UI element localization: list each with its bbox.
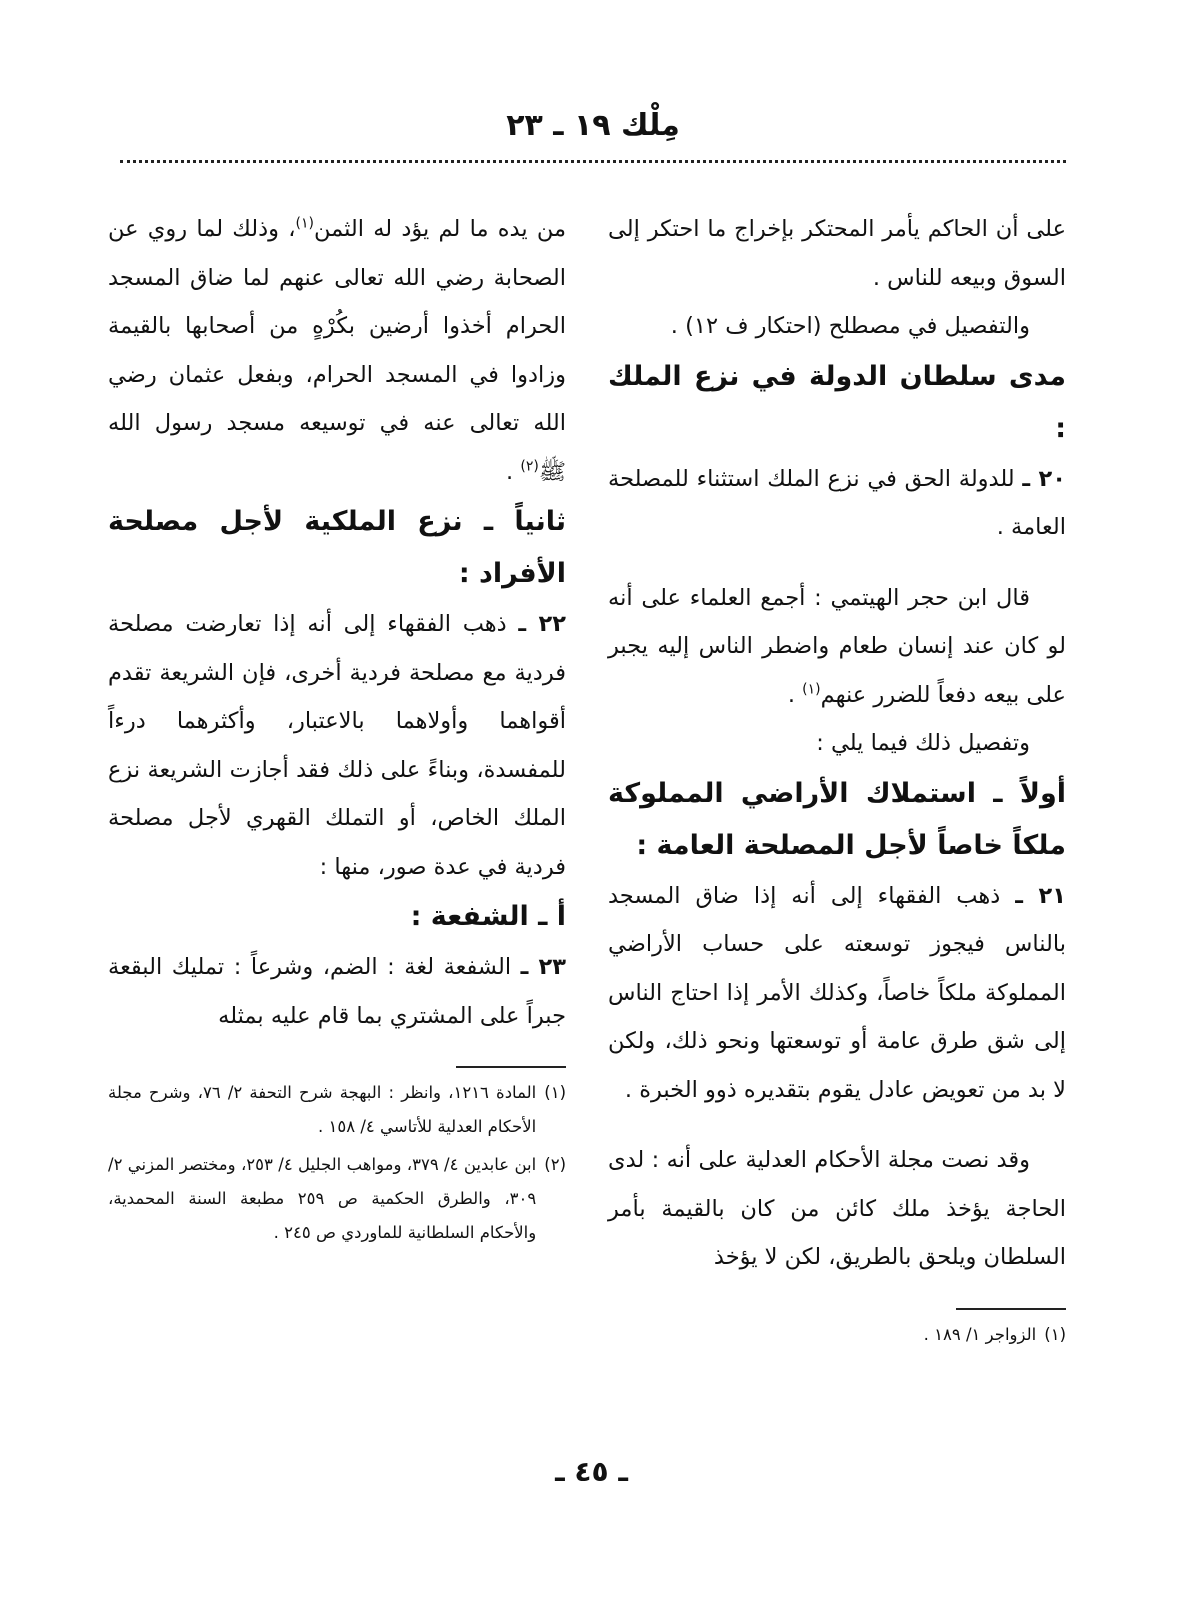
footnote (108, 1076, 566, 1144)
footnote-text: الزواجر ١/ ١٨٩ . (923, 1324, 1037, 1344)
paragraph: وتفصيل ذلك فيما يلي : (816, 730, 1030, 756)
footnote-text: ابن عابدين ٤/ ٣٧٩، ومواهب الجليل ٤/ ٢٥٣، ومختصر المزني ٢/ ٣٠٩، والطرق الحكمية ص ٢٥٩ مطبعة السنة المحمدية، والأحكام السلطانية للماوردي ص ٢٤٥ . (108, 1155, 537, 1242)
numbered-paragraph (108, 600, 566, 891)
section-heading: أولاً ـ استملاك الأراضي المملوكة ملكاً خاصاً لأجل المصلحة العامة : (608, 777, 1066, 861)
footnotes (108, 1076, 566, 1250)
paragraph-number: ٢١ ـ (1015, 882, 1066, 909)
paragraph-end: . (787, 681, 803, 708)
paragraph (108, 205, 566, 496)
paragraph-text: ، وذلك لما روي عن الصحابة رضي الله تعالى عنهم لما ضاق المسجد الحرام أخذوا أرضين بكُرْهٍ من أصحابها بالقيمة وزادوا في المسجد الحرام، وبفعل عثمان رضي الله تعالى عنه في توسيعه مسجد رسول الله ﷺ (108, 216, 566, 485)
footnote-reference: (١) (802, 681, 821, 697)
numbered-paragraph (108, 943, 566, 1040)
section-heading: ثانياً ـ نزع الملكية لأجل مصلحة الأفراد : (108, 506, 566, 589)
footnote-rule (956, 1308, 1066, 1310)
paragraph-number: ٢٢ ـ (518, 611, 566, 637)
paragraph-text: ذهب الفقهاء إلى أنه إذا تعارضت مصلحة فردية مع مصلحة فردية أخرى، فإن الشريعة تقدم أقواهما وأولاهما بالاعتبار، وأكثرهما درءاً للمفسدة، وبناءً على ذلك فقد أجازت الشريعة نزع الملك الخاص، أو التملك القهري لأجل مصلحة فردية في عدة صور، منها : (108, 611, 566, 880)
section-heading: مدى سلطان الدولة في نزع الملك : (608, 360, 1066, 444)
paragraph: والتفصيل في مصطلح (احتكار ف ١٢) . (670, 313, 1030, 339)
numbered-paragraph (608, 455, 1066, 552)
paragraph (608, 574, 1066, 720)
paragraph-text: من يده ما لم يؤد له الثمن (313, 216, 567, 242)
paragraph: على أن الحاكم يأمر المحتكر بإخراج ما احتكر إلى السوق وبيعه للناس . (608, 216, 1066, 291)
page-number: ـ ٤٥ ـ (555, 1455, 628, 1488)
footnote-rule (456, 1066, 566, 1068)
footnote (608, 1318, 1066, 1352)
paragraph-end: . (506, 458, 521, 485)
numbered-paragraph (608, 872, 1066, 1115)
paragraph-number: ٢٠ ـ (1022, 465, 1066, 492)
footnote-number: (١) (544, 1083, 566, 1102)
right-column (608, 205, 1066, 1352)
footnote (108, 1148, 566, 1250)
paragraph-number: ٢٣ ـ (520, 954, 566, 980)
paragraph-text: قال ابن حجر الهيتمي : أجمع العلماء على أنه لو كان عند إنسان طعام واضطر الناس إليه يجبر على بيعه دفعاً للضرر عنهم (608, 584, 1066, 708)
footnote-number: (٢) (544, 1155, 566, 1174)
running-header: مِلْك ١٩ ـ ٢٣ (506, 108, 680, 143)
paragraph: وقد نصت مجلة الأحكام العدلية على أنه : لدى الحاجة يؤخذ ملك كائن من كان بالقيمة بأمر السلطان ويلحق بالطريق، لكن لا يؤخذ (608, 1147, 1066, 1270)
section-heading: أ ـ الشفعة : (410, 901, 566, 932)
paragraph-text: للدولة الحق في نزع الملك استثناء للمصلحة العامة . (608, 465, 1066, 540)
paragraph-text: ذهب الفقهاء إلى أنه إذا ضاق المسجد بالناس فيجوز توسعته على حساب الأراضي المملوكة ملكاً خاصاً، وكذلك الأمر إذا احتاج الناس إلى شق طرق عامة أو توسعتها ونحو ذلك، ولكن لا بد من تعويض عادل يقوم بتقديره ذوو الخبرة . (608, 882, 1066, 1103)
footnote-number: (١) (1044, 1324, 1066, 1344)
footnotes (608, 1318, 1066, 1352)
footnote-reference: (٢) (520, 458, 539, 474)
header-dotted-rule (120, 160, 1066, 163)
paragraph-text: الشفعة لغة : الضم، وشرعاً : تمليك البقعة جبراً على المشتري بما قام عليه بمثله (108, 954, 566, 1029)
footnote-reference: (١) (295, 215, 314, 232)
footnote-text: المادة ١٢١٦، وانظر : البهجة شرح التحفة ٢/ ٧٦، وشرح مجلة الأحكام العدلية للأتاسي ٤/ ١٥٨ . (108, 1083, 537, 1136)
left-column (108, 205, 566, 1250)
